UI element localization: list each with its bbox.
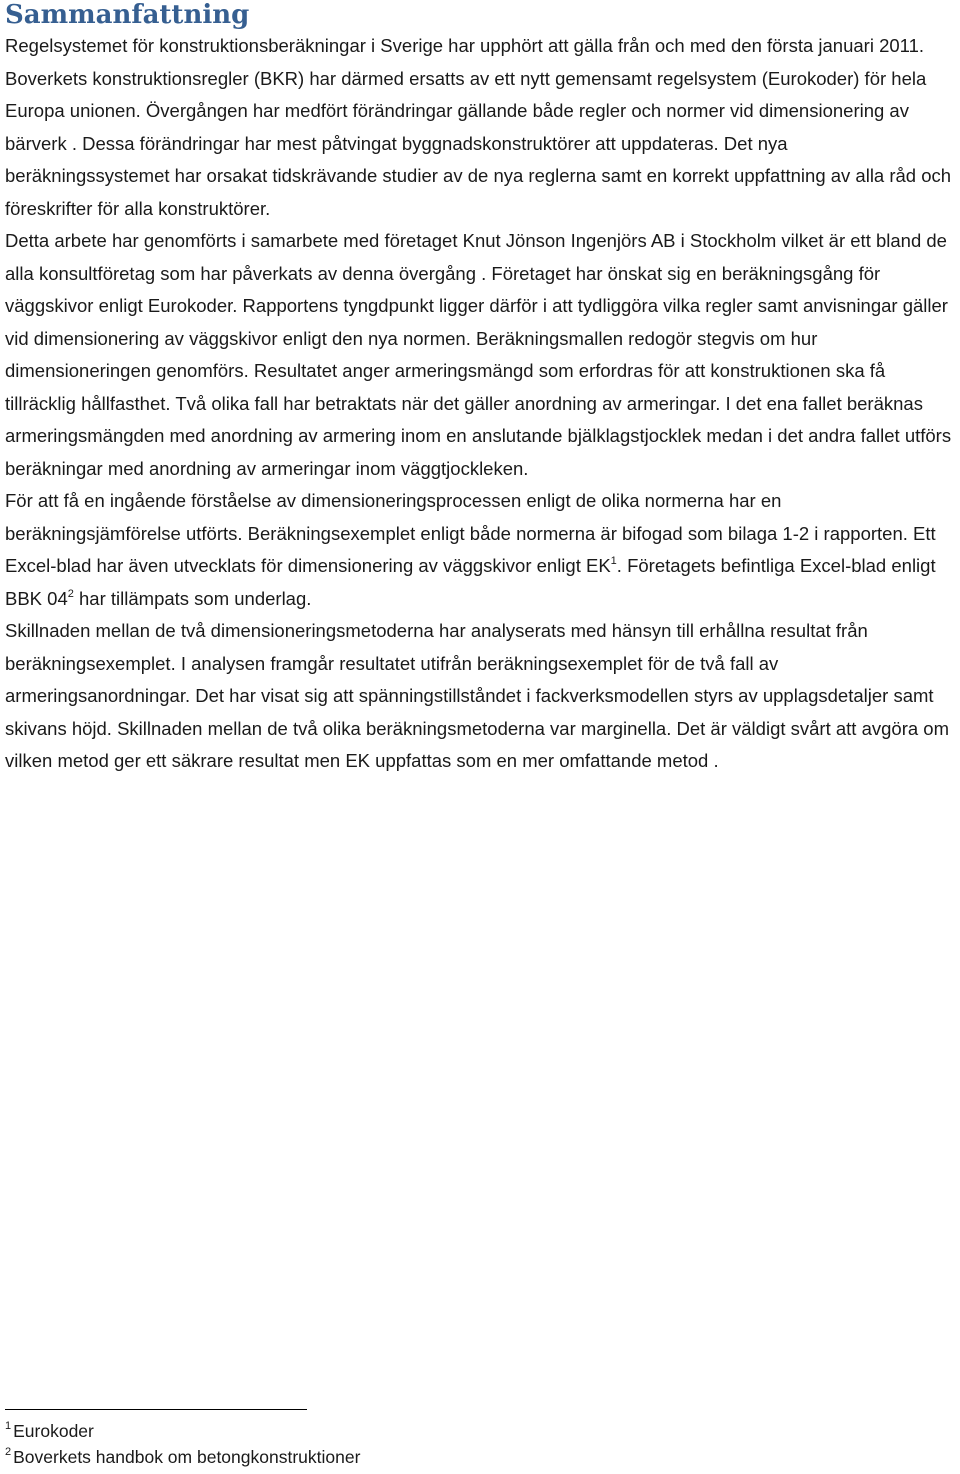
paragraph-3-text-part-2: . Företagets befintliga Excel-blad enligt BBK 04 [5, 555, 936, 609]
summary-paragraph-4: Skillnaden mellan de två dimensioneringsmetoderna har analyserats med hänsyn till erhållna resultat från beräkningsexemplet. I analysen framgår resultatet utifrån beräkningsexemplet för de två fall av armeringsanordningar. Det har visat sig att spänningstillståndet i fackverksmodellen styrs av upplagsdetaljer samt skivans höjd. Skillnaden mellan de två olika beräkningsmetoderna var marginella. Det är väldigt svårt att avgöra om vilken metod ger ett säkrare resultat men EK uppfattas som en mer omfattande metod . [5, 620, 949, 771]
summary-paragraph-3 [5, 485, 957, 615]
footnote-1 [5, 1418, 905, 1444]
footnote-separator [5, 1409, 307, 1410]
paragraph-3-text-part-3: har tillämpats som underlag. [73, 587, 312, 609]
summary-paragraph-1: Regelsystemet för konstruktionsberäkningar i Sverige har upphört att gälla från och med den första januari 2011. Boverkets konstruktionsregler (BKR) har därmed ersatts av ett nytt gemensamt regelsystem (Eurokoder) för hela Europa unionen. Övergången har medfört förändringar gällande både regler och normer vid dimensionering av bärverk . Dessa förändringar har mest påtvingat byggnadskonstruktörer att uppdateras. Det nya beräkningssystemet har orsakat tidskrävande studier av de nya reglerna samt en korrekt uppfattning av alla råd och föreskrifter för alla konstruktörer. [5, 35, 952, 219]
footnote-text-2: Boverkets handbok om betongkonstruktioner [13, 1447, 361, 1467]
footnote-reference-2[interactable]: 2 [67, 587, 74, 600]
footnote-text-1: Eurokoder [13, 1421, 94, 1441]
page-title: Sammanfattning [5, 0, 250, 30]
document-page [5, 0, 957, 778]
summary-paragraph-2: Detta arbete har genomförts i samarbete med företaget Knut Jönson Ingenjörs AB i Stockholm vilket är ett bland de alla konsultföretag som har påverkats av denna övergång . Företaget har önskat sig en beräkningsgång för väggskivor enligt Eurokoder. Rapportens tyngdpunkt ligger därför i att tydliggöra vilka regler samt anvisningar gäller vid dimensionering av väggskivor enligt den nya normen. Beräkningsmallen redogör stegvis om hur dimensioneringen genomförs. Resultatet anger armeringsmängd som erfordras för att konstruktionen ska få tillräcklig hållfasthet. Två olika fall har betraktats när det gäller anordning av armeringar. I det ena fallet beräknas armeringsmängden med anordning av armering inom en anslutande bjälklagstjocklek medan i det andra fallet utförs beräkningar med anordning av armeringar inom väggtjockleken. [5, 230, 952, 479]
footnote-reference-1[interactable]: 1 [610, 555, 617, 567]
footnote-2 [5, 1444, 905, 1470]
paragraph-3-text-part-1: För att få en ingående förståelse av dimensioneringsprocessen enligt de olika normerna har en beräkningsjämförelse utförts. Beräkningsexemplet enligt både normerna är bifogad som bilaga 1-2 i rapporten. Ett Excel-blad har även utvecklats för dimensionering av väggskivor enligt EK [5, 490, 936, 576]
footnote-mark-1: 1 [5, 1420, 12, 1432]
footnotes-section [5, 1418, 905, 1470]
footnote-mark-2: 2 [5, 1446, 12, 1458]
